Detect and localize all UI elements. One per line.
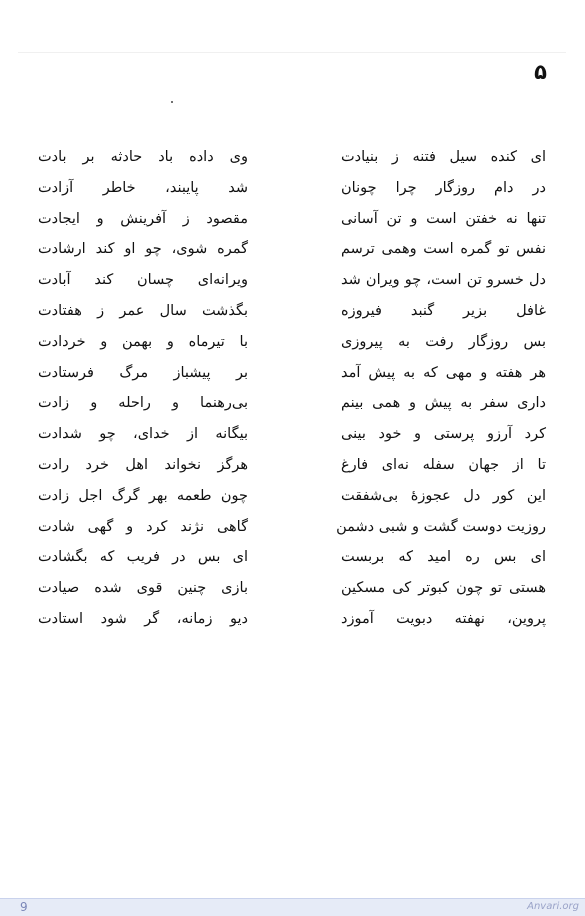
couplet: [38, 575, 546, 606]
watermark: Anvari.org: [527, 901, 579, 912]
hemistich-second: هرگز نخواند اهل خرد رادت: [38, 456, 248, 473]
hemistich-first: پروین، نهفته دبویت آموزد: [341, 610, 546, 627]
hemistich-second: بازی چنین قوی شده صیادت: [38, 580, 248, 597]
couplet: [38, 483, 546, 514]
hemistich-second: بر پیشباز مرگ فرستادت: [38, 364, 248, 381]
hemistich-first: ای کنده سیل فتنه ز بنیادت: [341, 149, 546, 165]
hemistich-second: بگذشت سال عمر ز هفتادت: [38, 302, 248, 319]
hemistich-first: نفس تو گمره است وهمی ترسم: [341, 241, 546, 258]
hemistich-first: این کور دل عجوزهٔ بی‌شفقت: [341, 487, 546, 504]
top-rule: [18, 52, 566, 53]
couplet: [38, 544, 546, 575]
couplet: [38, 329, 546, 360]
hemistich-second: گمره شوی، چو او کند ارشادت: [38, 241, 248, 258]
hemistich-second: مقصود ز آفرینش و ایجادت: [38, 210, 248, 227]
couplet: [38, 144, 546, 175]
page-number: ۵: [534, 60, 547, 84]
hemistich-first: داری سفر به پیش و همی بینم: [341, 395, 546, 412]
scan-speck: [171, 101, 173, 103]
hemistich-second: شد پایبند، خاطر آزادت: [38, 179, 248, 196]
couplet: [38, 452, 546, 483]
hemistich-second: چون طعمه بهر گرگ اجل زادت: [38, 487, 248, 504]
couplet: [38, 606, 546, 637]
couplet: [38, 206, 546, 237]
hemistich-first: دل خسرو تن است، چو ویران شد: [341, 272, 546, 289]
couplet: [38, 421, 546, 452]
hemistich-first: هستی تو چون کبوتر کی مسکین: [341, 580, 546, 597]
hemistich-first: روزیت دوست گشت و شبی دشمن: [336, 518, 546, 535]
couplet: [38, 390, 546, 421]
couplet: [38, 514, 546, 545]
couplet: [38, 175, 546, 206]
couplet: [38, 298, 546, 329]
hemistich-second: ویرانه‌ای چسان کند آبادت: [38, 272, 248, 289]
hemistich-first: هر هفته و مهی که به پیش آمد: [341, 364, 546, 381]
hemistich-second: دیو زمانه، گر شود استادت: [38, 610, 248, 627]
hemistich-first: ای بس ره امید که بربست: [341, 549, 546, 566]
poem: [38, 144, 546, 637]
hemistich-second: با تیرماه و بهمن و خردادت: [38, 333, 248, 350]
hemistich-first: تا از جهان سفله نه‌ای فارغ: [341, 456, 546, 473]
hemistich-second: بی‌رهنما و راحله و زادت: [38, 395, 248, 412]
hemistich-first: غافل بزیر گنبد فیروزه: [341, 302, 546, 319]
viewer-footer: [0, 898, 585, 916]
couplet: [38, 267, 546, 298]
couplet: [38, 236, 546, 267]
hemistich-second: ای بس در فریب که بگشادت: [38, 549, 248, 566]
hemistich-first: در دام روزگار چرا چونان: [341, 179, 546, 196]
hemistich-first: تنها نه خفتن است و تن آسانی: [341, 210, 546, 227]
hemistich-second: گاهی نژند کرد و گهی شادت: [38, 518, 248, 535]
couplet: [38, 360, 546, 391]
hemistich-second: وی داده باد حادثه بر بادت: [38, 149, 248, 165]
footer-page-number: 9: [20, 900, 28, 914]
hemistich-first: بس روزگار رفت به پیروزی: [341, 333, 546, 350]
hemistich-second: بیگانه از خدای، چو شدادت: [38, 426, 248, 443]
hemistich-first: کرد آرزو پرستی و خود بینی: [341, 426, 546, 443]
